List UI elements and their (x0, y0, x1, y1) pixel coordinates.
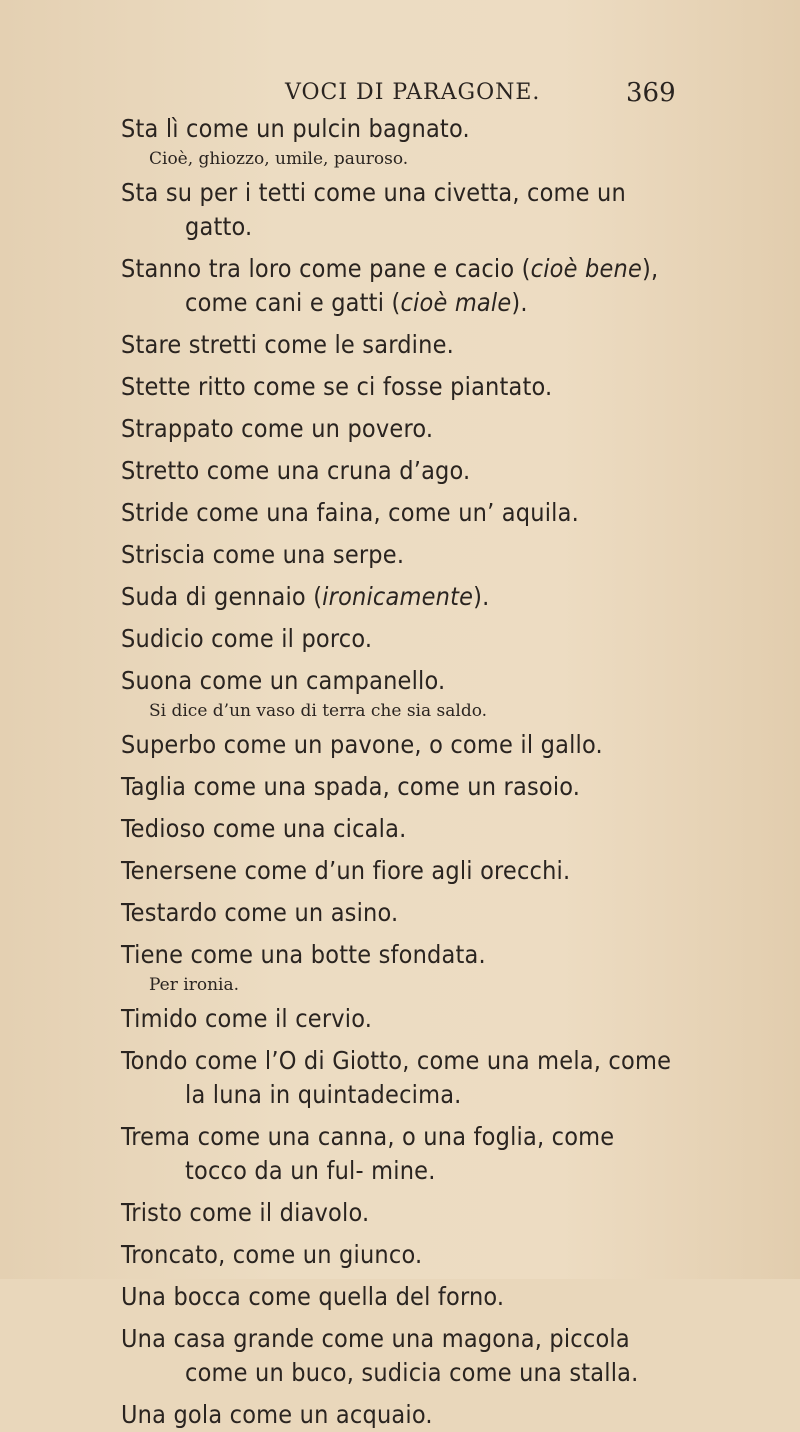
entry-fiore: Tenersene come d’un fiore agli orecchi. (121, 856, 571, 885)
page-header (0, 80, 800, 116)
page-number: 369 (626, 78, 676, 108)
entry-cicala: Tedioso come una cicala. (121, 814, 407, 843)
entry-povero: Strappato come un povero. (121, 414, 434, 443)
entry-gennaio: Suda di gennaio (ironicamente). (121, 582, 490, 611)
entry-list (121, 112, 681, 1432)
entry-pavone: Superbo come un pavone, o come il gallo. (121, 730, 603, 759)
entry-porco: Sudicio come il porco. (121, 624, 373, 653)
entry-sardine: Stare stretti come le sardine. (121, 330, 454, 359)
entry-piantato: Stette ritto come se ci fosse piantato. (121, 372, 553, 401)
entry-note: Cioè, ghiozzo, umile, pauroso. (149, 149, 409, 169)
running-head: VOCI DI PARAGONE. (285, 80, 541, 105)
entry-giunco: Troncato, come un giunco. (121, 1240, 423, 1269)
entry-diavolo: Tristo come il diavolo. (121, 1198, 370, 1227)
entry-magona: Una casa grande come una magona, piccola come un buco, sudicia come una stalla. (121, 1324, 639, 1387)
entry-note: Per ironia. (149, 975, 239, 995)
entry-serpe: Striscia come una serpe. (121, 540, 405, 569)
entry-asino: Testardo come un asino. (121, 898, 399, 927)
entry-note: Si dice d’un vaso di terra che sia saldo. (149, 701, 488, 721)
entry-campanello: Suona come un campanello. (121, 666, 446, 695)
entry-cruna: Stretto come una cruna d’ago. (121, 456, 471, 485)
entry-faina: Stride come una faina, come un’ aquila. (121, 498, 579, 527)
entry-giotto: Tondo come l’O di Giotto, come una mela, come la luna in quintadecima. (121, 1046, 672, 1109)
entry-pulcin: Sta lì come un pulcin bagnato. (121, 114, 470, 143)
entry-civetta: Sta su per i tetti come una civetta, come un gatto. (121, 178, 626, 241)
entry-pane-cacio: Stanno tra loro come pane e cacio (cioè bene), come cani e gatti (cioè male). (121, 254, 659, 317)
entry-spada: Taglia come una spada, come un rasoio. (121, 772, 581, 801)
entry-cervio: Timido come il cervio. (121, 1004, 373, 1033)
entry-canna: Trema come una canna, o una foglia, come tocco da un ful- mine. (121, 1122, 615, 1185)
entry-forno: Una bocca come quella del forno. (121, 1282, 505, 1311)
entry-acquaio: Una gola come un acquaio. (121, 1400, 433, 1429)
entry-botte: Tiene come una botte sfondata. (121, 940, 486, 969)
